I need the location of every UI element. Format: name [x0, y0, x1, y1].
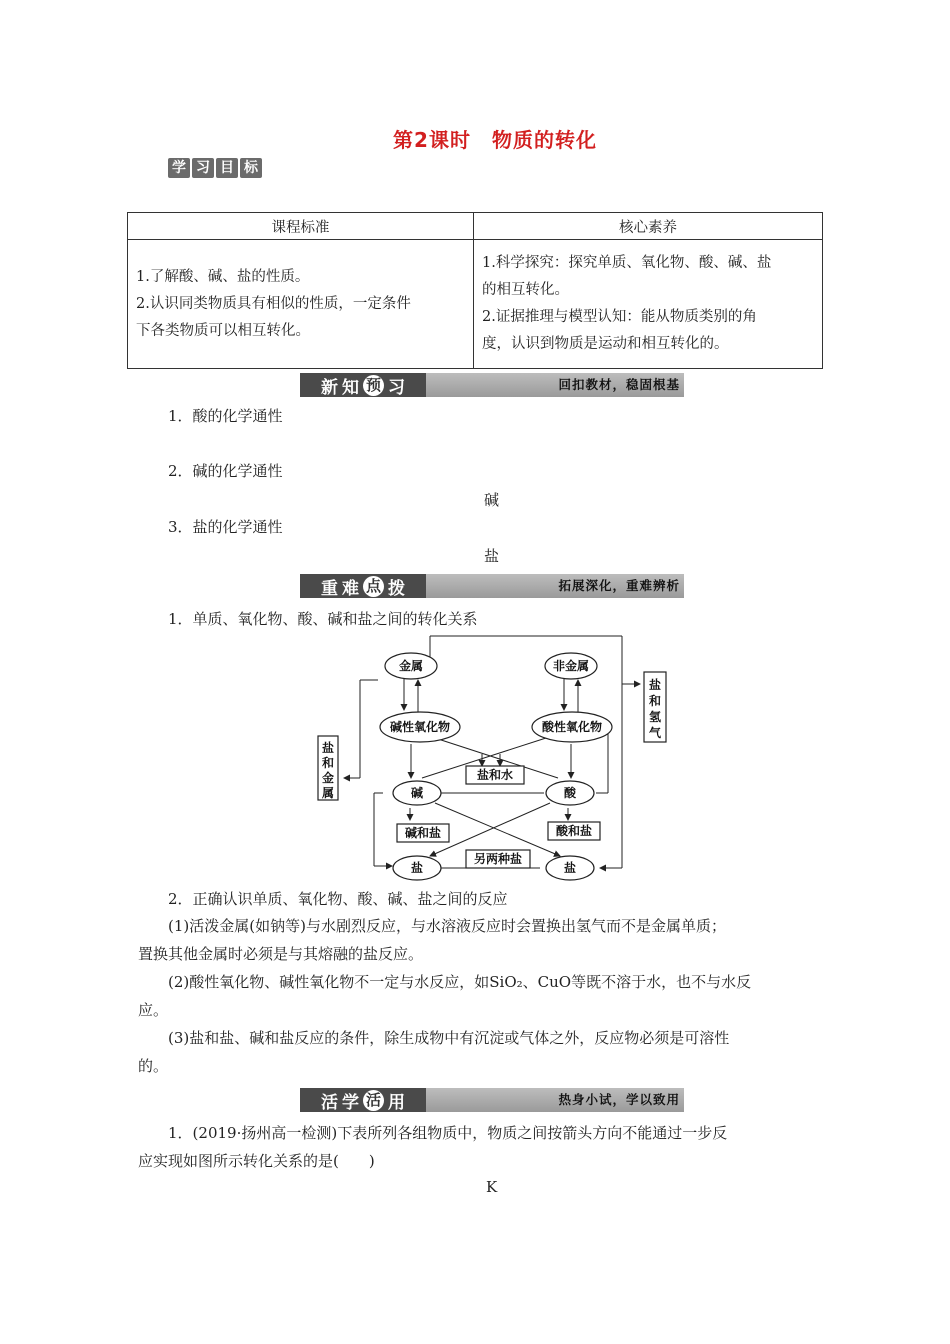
- banner-char: 难: [342, 578, 359, 599]
- preview-item-1: 1．酸的化学通性: [168, 407, 283, 425]
- label-two-salts: 另两种盐: [473, 852, 523, 866]
- label-salt-hydrogen-char: 气: [648, 726, 662, 740]
- standard-line: 下各类物质可以相互转化。: [136, 322, 310, 339]
- banner-subtitle: 回扣教材，稳固根基: [558, 377, 680, 392]
- focus-paragraph-2-line-1: (2)酸性氧化物、碱性氧化物不一定与水反应，如SiO₂、CuO等既不溶于水，也不与水反: [168, 973, 752, 991]
- label-salt-right: 盐: [563, 861, 577, 875]
- literacy-cell: [474, 240, 823, 369]
- focus-paragraph-2-line-2: 应。: [138, 1001, 169, 1019]
- banner-char: 新: [321, 377, 338, 398]
- focus-item-2: 2．正确认识单质、氧化物、酸、碱、盐之间的反应: [168, 890, 508, 908]
- preview-item-3: 3．盐的化学通性: [168, 518, 283, 536]
- focus-paragraph-1-line-2: 置换其他金属时必须是与其熔融的盐反应。: [138, 945, 424, 963]
- standard-line: 2.认识同类物质具有相似的性质，一定条件: [136, 295, 411, 312]
- label-salt-hydrogen-char: 和: [648, 694, 662, 708]
- label-base-salt: 碱和盐: [404, 826, 442, 840]
- banner-char: 学: [342, 1092, 359, 1113]
- label-acidic-oxide: 酸性氧化物: [541, 720, 603, 734]
- literacy-line: 度，认识到物质是运动和相互转化的。: [482, 336, 729, 352]
- preview-center-base: 碱: [484, 491, 500, 509]
- banner-char: 用: [388, 1092, 405, 1113]
- badge-char: 目: [216, 158, 238, 178]
- label-metal: 金属: [398, 659, 424, 673]
- label-nonmetal: 非金属: [552, 659, 590, 673]
- label-basic-oxide: 碱性氧化物: [389, 720, 451, 734]
- literacy-line: 的相互转化。: [482, 282, 569, 298]
- focus-paragraph-3-line-2: 的。: [138, 1057, 169, 1075]
- banner-char-circled: 预: [363, 375, 384, 396]
- table-head-standards: 课程标准: [128, 213, 474, 240]
- label-salt-metal-char: 盐: [321, 741, 335, 755]
- banner-char: 拨: [388, 578, 405, 599]
- exercise-k-label: K: [486, 1178, 498, 1196]
- badge-char: 学: [168, 158, 190, 178]
- label-salt-water: 盐和水: [476, 768, 514, 782]
- banner-char: 活: [321, 1092, 338, 1113]
- label-salt-metal-char: 和: [321, 756, 335, 770]
- focus-paragraph-1-line-1: (1)活泼金属(如钠等)与水剧烈反应，与水溶液反应时会置换出氢气而不是金属单质；: [168, 917, 726, 935]
- label-salt-hydrogen-char: 盐: [648, 678, 662, 692]
- badge-char: 习: [192, 158, 214, 178]
- standards-table: [127, 212, 823, 369]
- section-banner-preview: [300, 373, 684, 397]
- badge-char: 标: [240, 158, 262, 178]
- banner-char: 习: [388, 377, 405, 398]
- standard-line: 1.了解酸、碱、盐的性质。: [136, 268, 310, 285]
- table-head-literacy: 核心素养: [474, 213, 823, 240]
- section-banner-practice: [300, 1088, 684, 1112]
- literacy-line: 2.证据推理与模型认知：能从物质类别的角: [482, 309, 757, 325]
- banner-char-circled: 点: [363, 576, 384, 597]
- label-salt-metal-char: 属: [321, 786, 335, 800]
- label-salt-hydrogen-char: 氢: [648, 710, 662, 724]
- banner-char-circled: 活: [363, 1090, 384, 1111]
- focus-paragraph-3-line-1: (3)盐和盐、碱和盐反应的条件，除生成物中有沉淀或气体之外，反应物必须是可溶性: [168, 1029, 730, 1047]
- banner-char: 重: [321, 578, 338, 599]
- label-acid: 酸: [563, 786, 577, 800]
- page-title: 第2课时 物质的转化: [393, 128, 597, 152]
- learning-goal-badge: [168, 158, 262, 178]
- exercise-question-line-2: 应实现如图所示转化关系的是( ): [138, 1152, 375, 1170]
- preview-center-salt: 盐: [484, 547, 500, 565]
- banner-char: 知: [342, 377, 359, 398]
- conversion-diagram: [300, 628, 680, 890]
- preview-item-2: 2．碱的化学通性: [168, 462, 283, 480]
- label-acid-salt: 酸和盐: [555, 824, 593, 838]
- standards-cell: [128, 240, 474, 369]
- section-banner-focus: [300, 574, 684, 598]
- label-base: 碱: [410, 786, 424, 800]
- label-salt-metal-char: 金: [321, 771, 335, 785]
- banner-subtitle: 拓展深化，重难辨析: [558, 578, 680, 593]
- exercise-question-line-1: 1．(2019·扬州高一检测)下表所列各组物质中，物质之间按箭头方向不能通过一步反: [168, 1124, 728, 1142]
- label-salt-left: 盐: [410, 861, 424, 875]
- banner-subtitle: 热身小试，学以致用: [558, 1092, 680, 1107]
- literacy-line: 1.科学探究：探究单质、氧化物、酸、碱、盐: [482, 255, 772, 271]
- focus-item-1: 1．单质、氧化物、酸、碱和盐之间的转化关系: [168, 610, 478, 628]
